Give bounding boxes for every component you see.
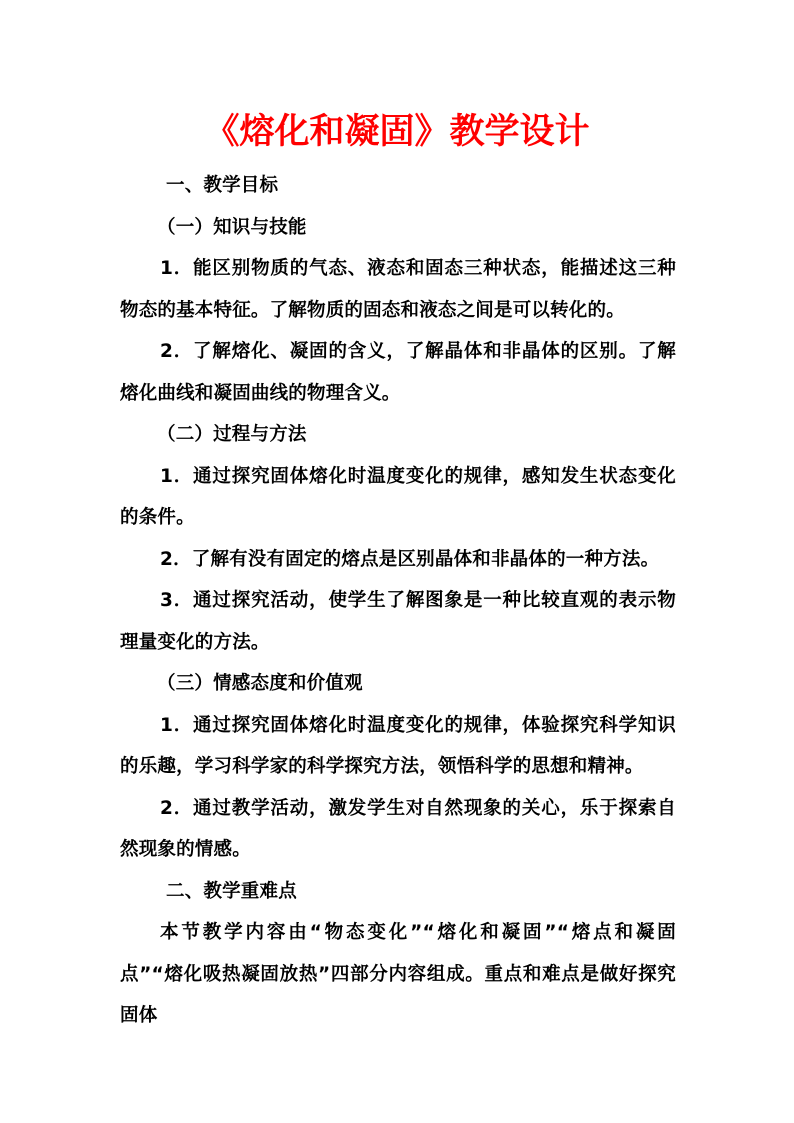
paragraph-process-3: 3．通过探究活动，使学生了解图象是一种比较直观的表示物理量变化的方法。 [120, 590, 676, 653]
document-body [120, 165, 676, 1037]
paragraph-process-1: 1．通过探究固体熔化时温度变化的规律，感知发生状态变化的条件。 [120, 465, 676, 528]
section-heading-objectives: 一、教学目标 [166, 175, 279, 196]
paragraph-attitudes-1: 1．通过探究固体熔化时温度变化的规律，体验探究科学知识的乐趣，学习科学家的科学探究方法，领悟科学的思想和精神。 [120, 714, 676, 777]
document-title: 《熔化和凝固》教学设计 [204, 112, 590, 152]
section-heading-key-points: 二、教学重难点 [166, 880, 297, 902]
subheading-knowledge-skills: （一）知识与技能 [157, 216, 307, 238]
paragraph-knowledge-1: 1．能区别物质的气态、液态和固态三种状态，能描述这三种物态的基本特征。了解物质的固态和液态之间是可以转化的。 [120, 258, 676, 321]
paragraph-attitudes-2: 2．通过教学活动，激发学生对自然现象的关心，乐于探索自然现象的情感。 [120, 797, 676, 860]
paragraph-process-2: 2．了解有没有固定的熔点是区别晶体和非晶体的一种方法。 [160, 548, 660, 570]
paragraph-key-points: 本节教学内容由“物态变化”“熔化和凝固”“熔点和凝固点”“熔化吸热凝固放热”四部分内容组成。重点和难点是做好探究固体 [120, 922, 676, 1026]
subheading-process-methods: （二）过程与方法 [157, 424, 307, 445]
paragraph-knowledge-2: 2．了解熔化、凝固的含义，了解晶体和非晶体的区别。了解熔化曲线和凝固曲线的物理含义。 [120, 341, 676, 404]
subheading-attitudes-values: （三）情感态度和价值观 [157, 673, 363, 694]
